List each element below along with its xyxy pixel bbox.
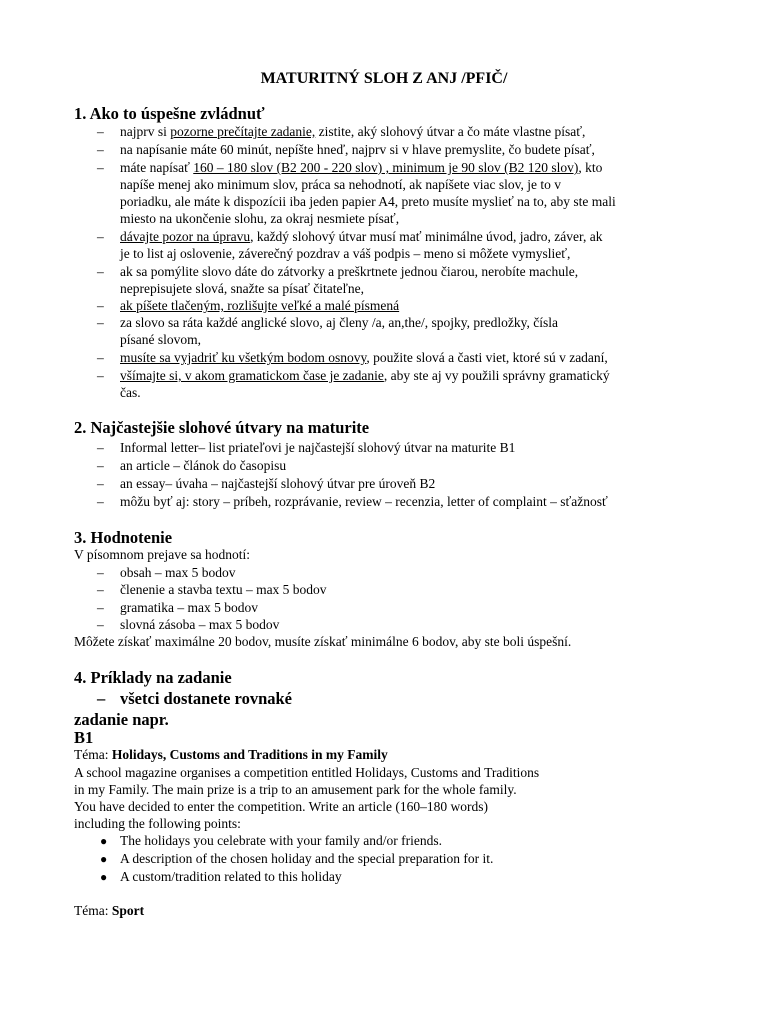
s4-paragraph-line: in my Family. The main prize is a trip to an amusement park for the whole family. bbox=[74, 782, 517, 797]
dash-marker: – bbox=[97, 350, 104, 365]
s1-item-6: ak píšete tlačeným, rozlišujte veľké a malé písmená bbox=[120, 298, 400, 313]
s2-item: an essay– úvaha – najčastejší slohový útvar pre úroveň B2 bbox=[120, 476, 436, 491]
s4-bullet-item: A custom/tradition related to this holiday bbox=[120, 869, 342, 884]
s3-item: členenie a stavba textu – max 5 bodov bbox=[120, 582, 327, 597]
s4-bullet-item: The holidays you celebrate with your family and/or friends. bbox=[120, 833, 443, 848]
dash-marker: – bbox=[97, 458, 104, 473]
s3-item: obsah – max 5 bodov bbox=[120, 565, 236, 580]
bullet-icon: ● bbox=[100, 870, 108, 884]
s2-item: Informal letter– list priateľovi je najčastejší slohový útvar na maturite B1 bbox=[120, 440, 516, 455]
s1-item-9: všímajte si, v akom gramatickom čase je zadanie, aby ste aj vy použili správny gramatický bbox=[120, 368, 610, 383]
s1-item-3-line-3: poriadku, ale máte k dispozícii iba jeden papier A4, preto musíte myslieť na to, aby ste mali bbox=[120, 194, 616, 209]
s2-item: môžu byť aj: story – príbeh, rozprávanie, review – recenzia, letter of complaint – sťažnosť bbox=[120, 494, 608, 509]
dash-marker: – bbox=[97, 565, 104, 580]
dash-marker: – bbox=[97, 229, 104, 244]
dash-marker: – bbox=[97, 476, 104, 491]
dash-marker: – bbox=[97, 617, 104, 632]
s1-item-7: za slovo sa ráta každé anglické slovo, aj členy /a, an,the/, spojky, predložky, čísla bbox=[120, 315, 558, 330]
page-title: MATURITNÝ SLOH Z ANJ /PFIČ/ bbox=[260, 70, 508, 87]
dash-marker: – bbox=[97, 582, 104, 597]
s3-outro: Môžete získať maximálne 20 bodov, musíte získať minimálne 6 bodov, aby ste boli úspešní. bbox=[74, 634, 572, 649]
s4-paragraph-line: including the following points: bbox=[74, 816, 241, 831]
s4-tema: Téma: Holidays, Customs and Traditions in my Family bbox=[74, 747, 388, 762]
s1-item-4-line-2: je to list aj oslovenie, záverečný pozdrav a váš podpis – meno si môžete vymyslieť, bbox=[120, 246, 571, 261]
s1-item-3: máte napísať 160 – 180 slov (B2 200 - 220 slov) , minimum je 90 slov (B2 120 slov), kto bbox=[120, 160, 603, 175]
s4-level: B1 bbox=[74, 728, 94, 747]
dash-marker: – bbox=[97, 142, 104, 157]
bullet-icon: ● bbox=[100, 852, 108, 866]
s1-item-9-line-2: čas. bbox=[120, 385, 141, 400]
s4-sub-2: zadanie napr. bbox=[74, 710, 169, 729]
section-2-heading: 2. Najčastejšie slohové útvary na maturite bbox=[74, 418, 370, 437]
s1-item-3-line-4: miesto na ukončenie slohu, za okraj nesmiete písať, bbox=[120, 211, 400, 226]
s1-item-3-line-2: napíše menej ako minimum slov, práca sa nehodnotí, ak napíšete viac slov, je to v bbox=[120, 177, 562, 192]
s1-item-4: dávajte pozor na úpravu, každý slohový útvar musí mať minimálne úvod, jadro, záver, ak bbox=[120, 229, 603, 244]
dash-marker: – bbox=[97, 264, 104, 279]
dash-marker: – bbox=[97, 298, 104, 313]
section-1-heading: 1. Ako to úspešne zvládnuť bbox=[74, 104, 265, 123]
s1-item-5: ak sa pomýlite slovo dáte do zátvorky a preškrtnete jednou čiarou, nerobíte machule, bbox=[120, 264, 579, 279]
s4-paragraph-line: A school magazine organises a competition entitled Holidays, Customs and Traditions bbox=[74, 765, 540, 780]
bullet-icon: ● bbox=[100, 834, 108, 848]
s3-intro: V písomnom prejave sa hodnotí: bbox=[74, 547, 250, 562]
s3-item: slovná zásoba – max 5 bodov bbox=[120, 617, 280, 632]
s4-sub: všetci dostanete rovnaké bbox=[120, 689, 293, 708]
dash-marker: – bbox=[97, 494, 104, 509]
dash-marker: – bbox=[97, 315, 104, 330]
dash-marker: – bbox=[97, 600, 104, 615]
dash-marker: – bbox=[97, 689, 106, 708]
dash-marker: – bbox=[97, 160, 104, 175]
s3-item: gramatika – max 5 bodov bbox=[120, 600, 258, 615]
s4-tema-2: Téma: Sport bbox=[74, 903, 145, 918]
s1-item-2: na napísanie máte 60 minút, nepíšte hneď, najprv si v hlave premyslite, čo budete písať, bbox=[120, 142, 595, 157]
s2-item: an article – článok do časopisu bbox=[120, 458, 287, 473]
s4-paragraph-line: You have decided to enter the competition. Write an article (160–180 words) bbox=[74, 799, 488, 814]
section-3-heading: 3. Hodnotenie bbox=[74, 528, 173, 547]
dash-marker: – bbox=[97, 368, 104, 383]
s1-item-5-line-2: neprepisujete slová, snažte sa písať čitateľne, bbox=[120, 281, 365, 296]
dash-marker: – bbox=[97, 440, 104, 455]
s1-item-7-line-2: písané slovom, bbox=[120, 332, 201, 347]
s1-item-8: musíte sa vyjadriť ku všetkým bodom osnovy, použite slová a časti viet, ktoré sú v zadaní, bbox=[120, 350, 608, 365]
section-4-heading: 4. Príklady na zadanie bbox=[74, 668, 232, 687]
s1-item-1: najprv si pozorne prečítajte zadanie, zistite, aký slohový útvar a čo máte vlastne písať, bbox=[120, 124, 586, 139]
s4-bullet-item: A description of the chosen holiday and the special preparation for it. bbox=[120, 851, 494, 866]
dash-marker: – bbox=[97, 124, 104, 139]
